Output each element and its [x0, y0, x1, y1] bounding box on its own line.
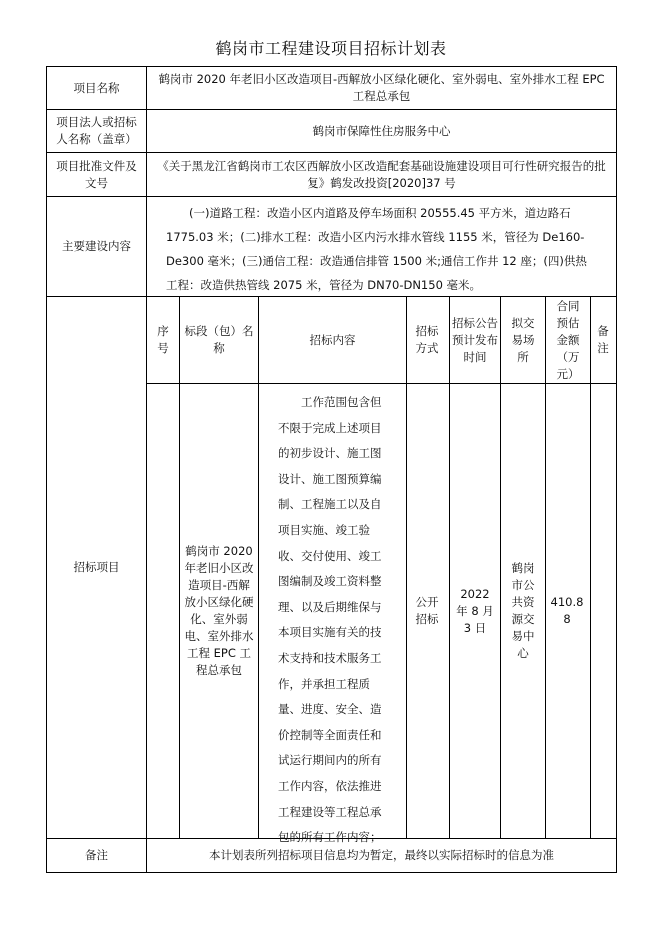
item-scope: 工作范围包含但不限于完成上述项目的初步设计、施工图设计、施工图预算编制、工程施工以及自项目实施、竣工验收、交付使用、竣工图编制及竣工资料整理、以及后期维保与本项目实施有关的技术支持和技术服务工作，并承担工程质量、进度、安全、造价控制等全面责任和试运行期间内的所有工作内容，依法推进工程建设等工程总承包的所有工作内容； — [278, 395, 382, 845]
header-venue: 拟交易场所 — [511, 315, 535, 364]
item-note — [591, 384, 616, 838]
owner-label: 项目法人或招标人名称（盖章） — [56, 115, 137, 146]
column-divider — [406, 296, 407, 838]
remarks-value: 本计划表所列招标项目信息均为暂定，最终以实际招标时的信息为准 — [209, 848, 554, 862]
item-venue: 鹤岗市公共资源交易中心 — [511, 561, 535, 660]
item-amount: 410.88 — [550, 595, 584, 626]
item-method: 公开招标 — [415, 595, 439, 626]
column-divider — [500, 296, 501, 838]
table-border-bottom — [46, 872, 617, 873]
approval-label: 项目批准文件及文号 — [56, 158, 137, 190]
header-method: 招标方式 — [415, 324, 439, 355]
column-divider — [545, 296, 546, 838]
approval-value: 《关于黑龙江省鹤岗市工农区西解放小区改造配套基础设施建设项目可行性研究报告的批复》鹤发改投资[2020]37 号 — [157, 158, 606, 190]
header-publish-time: 招标公告预计发布时间 — [452, 315, 498, 364]
page-title: 鹤岗市工程建设项目招标计划表 — [215, 39, 447, 58]
main-content-value: (一)道路工程：改造小区内道路及停车场面积 20555.45 平方米，道边路石 1775.03 米；(二)排水工程：改造小区内污水排水管线 1155 米，管径为 De160-De300 毫米；(三)通信工程：改造通信排管 1500 米;通信工作井 12 座；(四)供热工程：改造供热管线 2075 米，管径为 DN70-DN150 毫米。 — [166, 206, 587, 292]
header-note: 备注 — [597, 324, 609, 355]
item-publish-time: 2022 年 8 月 3 日 — [456, 586, 494, 635]
header-seq: 序号 — [157, 324, 169, 355]
header-section: 标段（包）名称 — [184, 324, 254, 355]
owner-value: 鹤岗市保障性住房服务中心 — [312, 123, 451, 138]
project-name-label: 项目名称 — [73, 80, 120, 95]
remarks-label: 备注 — [85, 848, 108, 862]
table-border-right — [616, 66, 617, 873]
item-section: 鹤岗市 2020 年老旧小区改造项目-西解放小区绿化硬化、室外弱电、室外排水工程 EPC 工程总承包 — [184, 544, 254, 677]
bidding-project-label: 招标项目 — [73, 560, 120, 574]
header-amount: 合同预估金额（万元） — [556, 298, 580, 381]
main-content-label: 主要建设内容 — [62, 239, 131, 253]
header-scope: 招标内容 — [309, 332, 356, 347]
project-name-value: 鹤岗市 2020 年老旧小区改造项目-西解放小区绿化硬化、室外弱电、室外排水工程 EPC 工程总承包 — [158, 72, 605, 103]
item-seq — [147, 384, 179, 838]
